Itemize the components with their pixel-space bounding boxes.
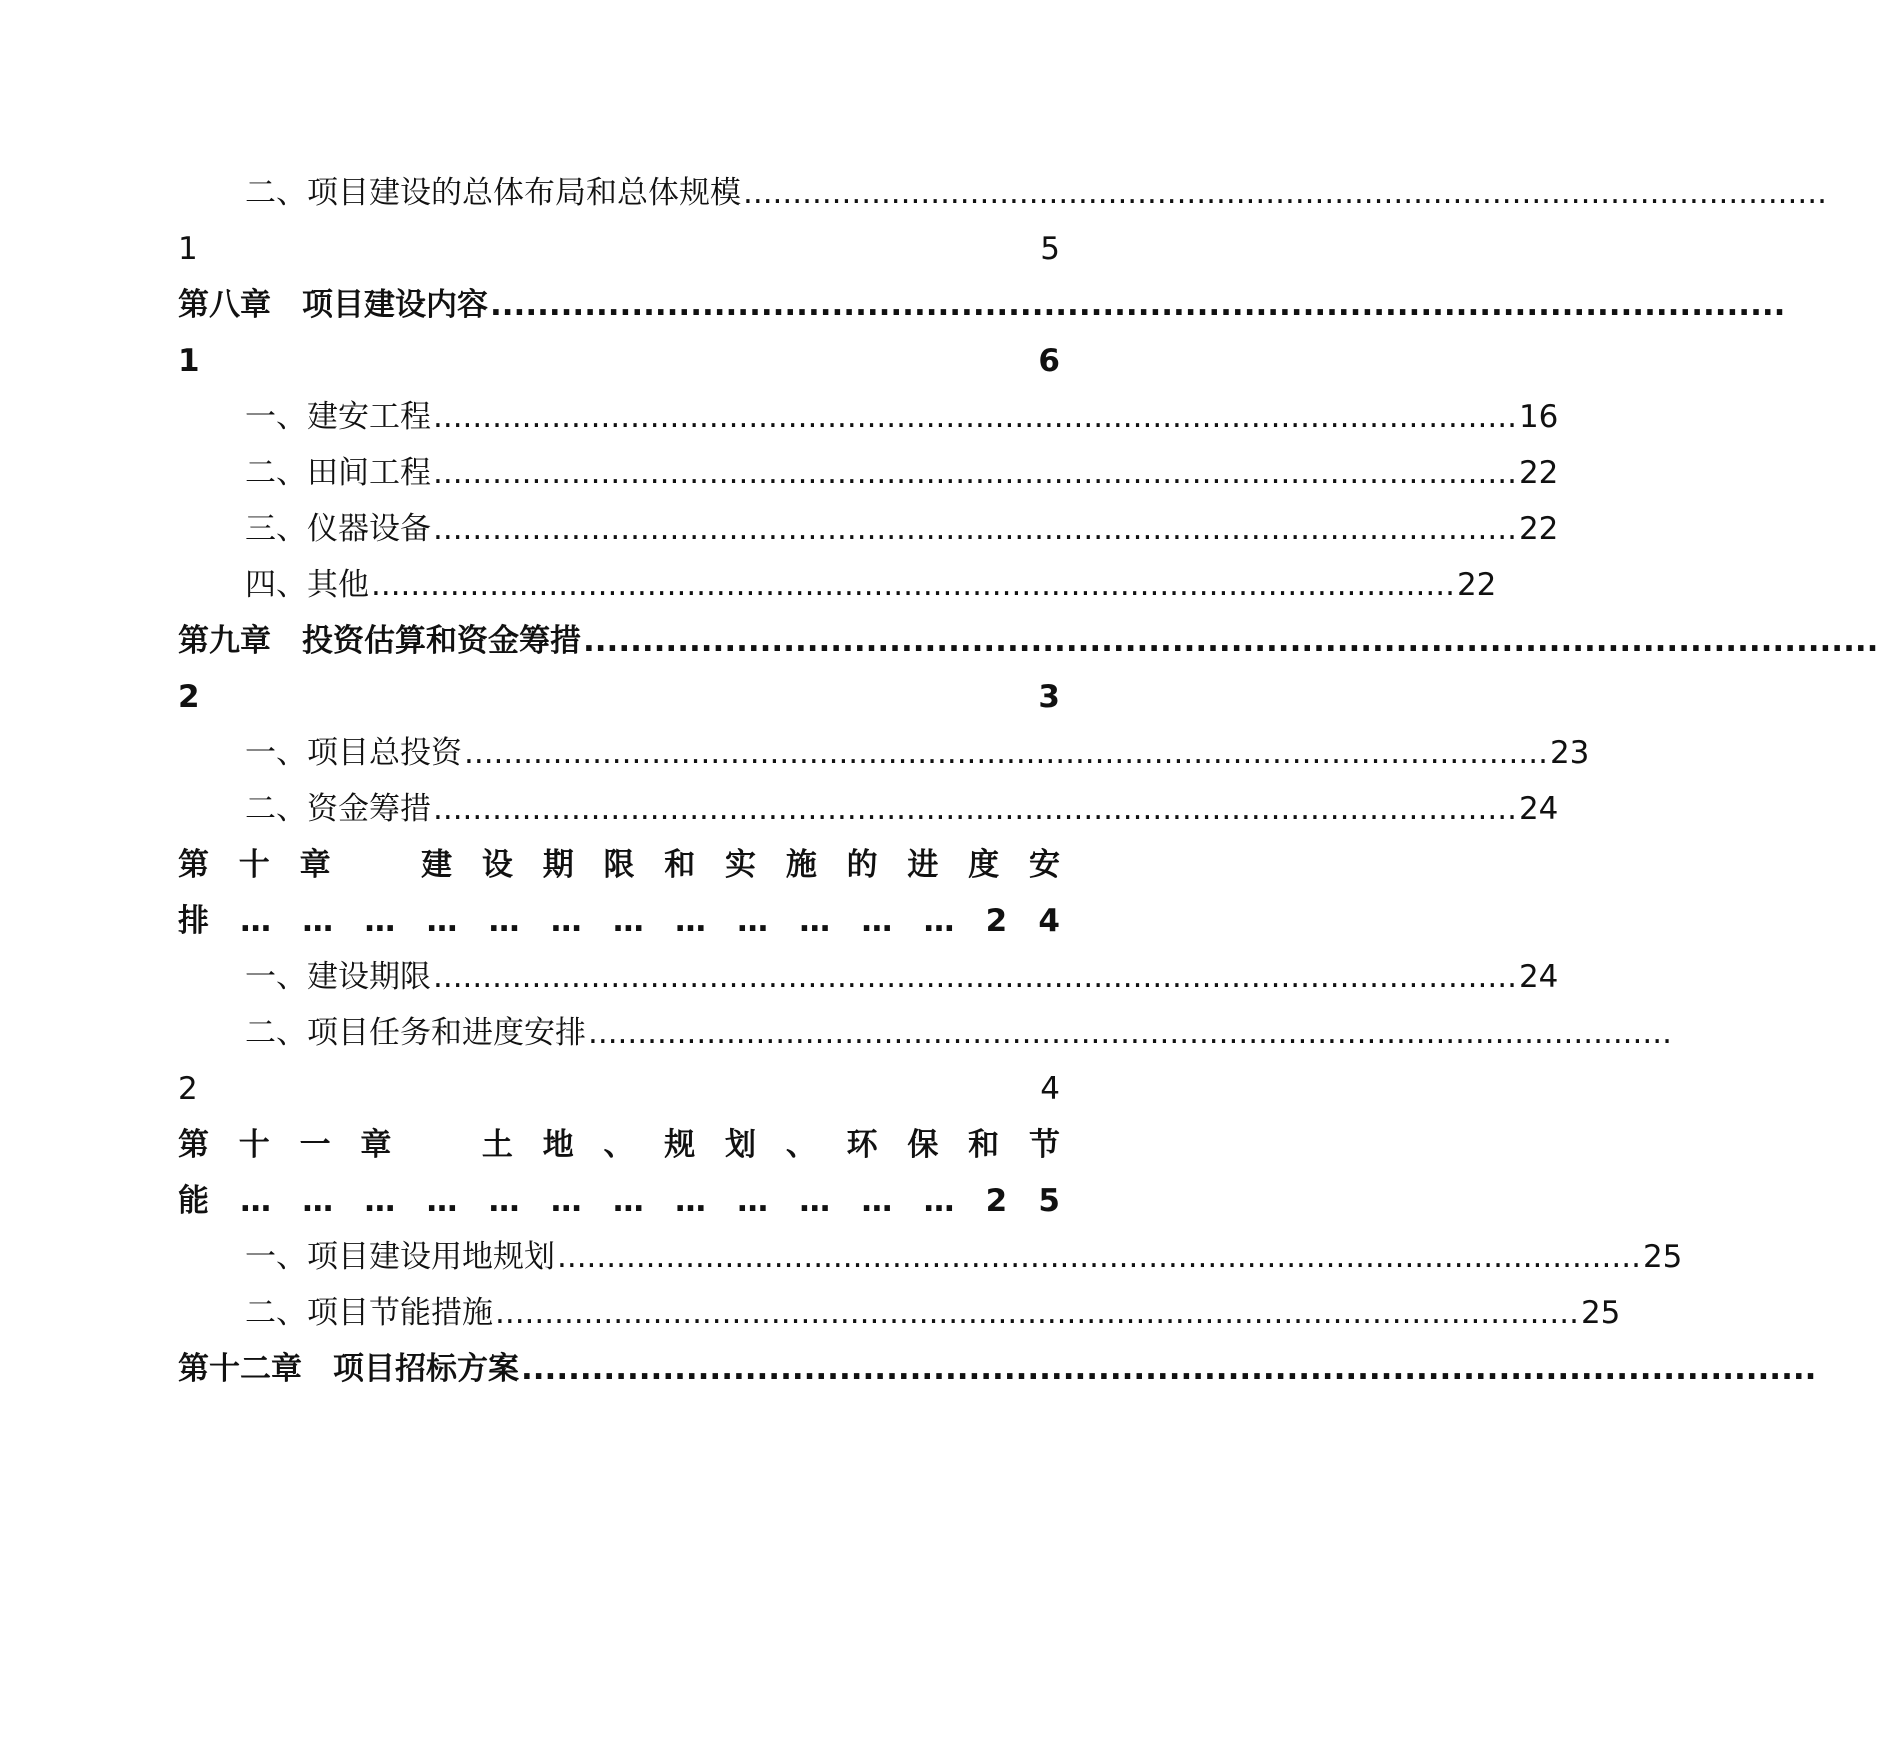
toc-chapter-title: 第十二章 项目招标方案 (178, 1351, 519, 1387)
toc-entry-title: 一、建设期限 (245, 959, 431, 995)
spread-char: 一 (299, 1127, 331, 1163)
spread-char: … (612, 903, 644, 939)
spread-char: 排 (178, 903, 209, 939)
spread-char: 4 (1038, 903, 1060, 939)
spread-char: 第 (178, 847, 209, 883)
spread-char: 设 (481, 847, 513, 883)
page-number-left: 1 (178, 343, 200, 379)
dot-leader: .............................................................................................................. (495, 1295, 1579, 1331)
page-number: 24 (1518, 959, 1559, 995)
toc-chapter-entry[interactable] (178, 280, 1786, 330)
toc-entry-page-wrap (178, 1064, 1060, 1114)
spread-char: … (861, 903, 893, 939)
page-number-right: 5 (1040, 231, 1060, 267)
spread-char: … (799, 903, 831, 939)
dot-leader: .............................................................................................................. (433, 791, 1517, 827)
toc-entry-title: 二、资金筹措 (245, 791, 431, 827)
page-number: 22 (1518, 511, 1559, 547)
spread-char: 十 (238, 847, 270, 883)
toc-entry-title: 三、仪器设备 (245, 511, 431, 547)
spread-char: … (737, 1183, 769, 1219)
spread-char: 地 (542, 1127, 574, 1163)
dot-leader: .............................................................................................................. (557, 1239, 1641, 1275)
spread-char: 安 (1028, 847, 1060, 883)
toc-entry-page-wrap (178, 672, 1060, 722)
spread-char: 限 (603, 847, 635, 883)
spread-char: 十 (238, 1127, 270, 1163)
toc-chapter-title: 第九章 投资估算和资金筹措 (178, 623, 581, 659)
page-number-left: 1 (178, 231, 198, 267)
spread-char: 和 (968, 1127, 1000, 1163)
spread-char: … (488, 1183, 520, 1219)
toc-entry-title: 二、项目节能措施 (245, 1295, 493, 1331)
toc-entry-title: 四、其他 (245, 567, 369, 603)
toc-chapter-entry[interactable] (178, 1344, 1817, 1394)
spread-char: … (426, 903, 458, 939)
spread-char: 、 (603, 1127, 635, 1163)
page-number-right: 4 (1040, 1071, 1060, 1107)
spread-char: 章 (360, 1127, 392, 1163)
spread-char: … (426, 1183, 458, 1219)
spread-char: … (240, 1183, 272, 1219)
toc-entry[interactable] (245, 728, 1590, 778)
spread-char: … (550, 1183, 582, 1219)
spread-char: … (612, 1183, 644, 1219)
toc-chapter-entry-spread[interactable] (178, 1120, 1060, 1170)
dot-leader: .............................................................................................................. (743, 175, 1827, 211)
spread-char: … (675, 903, 706, 939)
spread-char: 规 (664, 1127, 696, 1163)
page-number: 23 (1549, 735, 1590, 771)
page-number-left: 2 (178, 1071, 198, 1107)
toc-entry[interactable] (245, 392, 1559, 442)
spread-char: 保 (907, 1127, 939, 1163)
spread-char: 划 (725, 1127, 757, 1163)
spread-char: 和 (664, 847, 696, 883)
spread-char: 实 (725, 847, 757, 883)
toc-entry-title: 一、建安工程 (245, 399, 431, 435)
dot-leader: .............................................................................................................. (433, 399, 1517, 435)
toc-chapter-entry[interactable] (178, 616, 1878, 666)
dot-leader: .............................................................................................................. (433, 959, 1517, 995)
spread-char: 2 (985, 903, 1008, 939)
spread-char: … (923, 1183, 955, 1219)
spread-char: … (488, 903, 520, 939)
toc-chapter-entry-spread (178, 1176, 1060, 1226)
spread-char: … (364, 903, 396, 939)
toc-entry-page-wrap (178, 224, 1060, 274)
page-number: 25 (1580, 1295, 1621, 1331)
dot-leader: .............................................................................................................. (521, 1351, 1817, 1387)
toc-entry[interactable] (245, 448, 1559, 498)
toc-chapter-title: 第八章 项目建设内容 (178, 287, 488, 323)
spread-char: … (302, 1183, 334, 1219)
spread-char: … (799, 1183, 831, 1219)
spread-char: 土 (481, 1127, 513, 1163)
spread-char: … (240, 903, 272, 939)
toc-entry-title: 一、项目建设用地规划 (245, 1239, 555, 1275)
toc-entry-title: 一、项目总投资 (245, 735, 462, 771)
page-number-right: 3 (1038, 679, 1060, 715)
toc-entry[interactable] (245, 1288, 1621, 1338)
toc-chapter-entry-spread[interactable] (178, 840, 1060, 890)
page-number: 16 (1518, 399, 1559, 435)
dot-leader: .............................................................................................................. (464, 735, 1548, 771)
spread-char: 期 (542, 847, 574, 883)
page-number: 25 (1642, 1239, 1683, 1275)
spread-char: 环 (846, 1127, 878, 1163)
toc-entry[interactable] (245, 784, 1559, 834)
toc-entry[interactable] (245, 504, 1559, 554)
spread-char: 节 (1028, 1127, 1060, 1163)
dot-leader: .............................................................................................................. (490, 287, 1786, 323)
dot-leader: .............................................................................................................. (433, 511, 1517, 547)
dot-leader: .............................................................................................................. (583, 623, 1878, 659)
spread-char: 、 (785, 1127, 817, 1163)
spread-char: 2 (985, 1183, 1008, 1219)
spread-char: 5 (1038, 1183, 1060, 1219)
page-number: 24 (1518, 791, 1559, 827)
spread-char: … (675, 1183, 706, 1219)
toc-entry-title: 二、项目建设的总体布局和总体规模 (245, 175, 741, 211)
spread-char: … (364, 1183, 396, 1219)
spread-char: 的 (846, 847, 878, 883)
spread-char: … (550, 903, 582, 939)
page-number: 22 (1456, 567, 1497, 603)
dot-leader: .............................................................................................................. (433, 455, 1517, 491)
toc-entry-title: 二、田间工程 (245, 455, 431, 491)
spread-char: 章 (299, 847, 331, 883)
spread-char: … (737, 903, 769, 939)
toc-entry-title: 二、项目任务和进度安排 (245, 1015, 586, 1051)
spread-char: … (923, 903, 955, 939)
toc-entry[interactable] (245, 1232, 1683, 1282)
spread-char: 度 (968, 847, 1000, 883)
spread-char: 能 (178, 1183, 209, 1219)
spread-char: … (861, 1183, 893, 1219)
page-number-left: 2 (178, 679, 200, 715)
spread-char: 进 (907, 847, 939, 883)
toc-entry[interactable] (245, 1008, 1672, 1058)
dot-leader: .............................................................................................................. (371, 567, 1455, 603)
toc-entry[interactable] (245, 952, 1559, 1002)
spread-char: 第 (178, 1127, 209, 1163)
page-number: 22 (1518, 455, 1559, 491)
toc-entry[interactable] (245, 168, 1827, 218)
toc-entry[interactable] (245, 560, 1497, 610)
toc-chapter-entry-spread (178, 896, 1060, 946)
dot-leader: .............................................................................................................. (588, 1015, 1672, 1051)
spread-char: … (302, 903, 334, 939)
toc-entry-page-wrap (178, 336, 1060, 386)
page-number-right: 6 (1038, 343, 1060, 379)
spread-char: 施 (785, 847, 817, 883)
spread-char: 建 (421, 847, 453, 883)
